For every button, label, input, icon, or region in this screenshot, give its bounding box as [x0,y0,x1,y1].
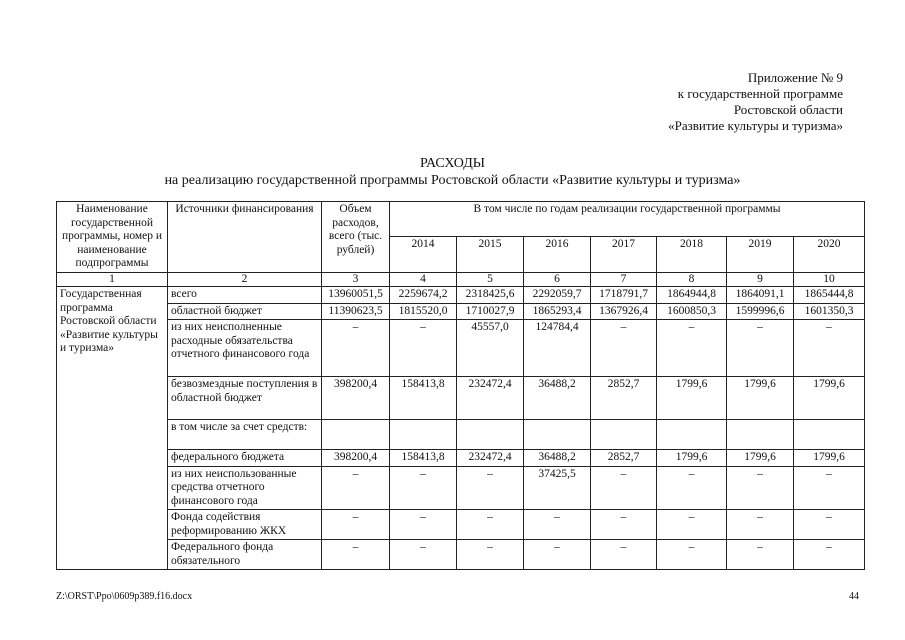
year-value-cell: 2318425,6 [457,287,524,304]
source-cell: из них неисполненные расходные обязательства отчетного финансового года [168,320,322,377]
column-number: 7 [591,272,657,287]
year-value-cell: – [524,540,591,570]
total-cell: – [322,320,390,377]
year-value-cell: 1864091,1 [727,287,794,304]
footer-file-path: Z:\ORST\Ppo\0609p389.f16.docx [56,591,193,602]
year-value-cell: 1864944,8 [657,287,727,304]
table-row [57,466,865,510]
year-value-cell: – [727,540,794,570]
year-value-cell: – [457,510,524,540]
header-year: 2015 [457,237,524,272]
total-cell [322,420,390,450]
year-value-cell: 124784,4 [524,320,591,377]
year-value-cell [794,420,865,450]
year-value-cell: 1710027,9 [457,303,524,320]
year-value-cell: – [657,510,727,540]
year-value-cell: 1865293,4 [524,303,591,320]
year-value-cell [524,420,591,450]
year-value-cell: – [390,466,457,510]
title-line-2: на реализацию государственной программы Ростовской области «Развитие культуры и туризма» [164,173,741,188]
year-value-cell: – [390,540,457,570]
year-value-cell: 158413,8 [390,377,457,420]
table-row [57,377,865,420]
column-number: 4 [390,272,457,287]
header-by-years: В том числе по годам реализации государственной программы [390,202,865,237]
year-value-cell: – [591,540,657,570]
column-number: 2 [168,272,322,287]
year-value-cell: 2852,7 [591,377,657,420]
year-value-cell: – [727,466,794,510]
year-value-cell: 2292059,7 [524,287,591,304]
column-number: 3 [322,272,390,287]
year-value-cell: – [524,510,591,540]
source-cell: из них неиспользованные средства отчетного финансового года [168,466,322,510]
year-value-cell: 1799,6 [794,377,865,420]
table-row [57,540,865,570]
year-value-cell: – [591,510,657,540]
year-value-cell: 1367926,4 [591,303,657,320]
header-year: 2017 [591,237,657,272]
table-row [57,303,865,320]
year-value-cell [727,420,794,450]
source-cell: федерального бюджета [168,450,322,467]
header-year: 2020 [794,237,865,272]
column-number: 8 [657,272,727,287]
header-year: 2014 [390,237,457,272]
header-year: 2019 [727,237,794,272]
source-cell: в том числе за счет средств: [168,420,322,450]
year-value-cell: 36488,2 [524,377,591,420]
year-value-cell: 2852,7 [591,450,657,467]
appendix-line-1: Приложение № 9 [747,70,843,85]
year-value-cell: – [727,510,794,540]
header-year: 2018 [657,237,727,272]
appendix-line-3: Ростовской области [733,102,843,117]
header-volume: Объем расходов, всего (тыс. рублей) [322,202,390,273]
year-value-cell: 158413,8 [390,450,457,467]
year-value-cell: 37425,5 [524,466,591,510]
total-cell: – [322,540,390,570]
year-value-cell [390,420,457,450]
column-number: 6 [524,272,591,287]
table-row [57,320,865,377]
year-value-cell: 1599996,6 [727,303,794,320]
year-value-cell: 1799,6 [657,377,727,420]
year-value-cell: – [390,510,457,540]
header-year: 2016 [524,237,591,272]
total-cell: 398200,4 [322,377,390,420]
year-value-cell: 1799,6 [727,377,794,420]
year-value-cell: 1600850,3 [657,303,727,320]
table-body [57,287,865,570]
year-value-cell: – [794,510,865,540]
source-cell: Федерального фонда обязательного [168,540,322,570]
year-value-cell: 1815520,0 [390,303,457,320]
program-name-cell: Государственная программа Ростовской области «Развитие культуры и туризма» [57,287,168,570]
year-value-cell: 1865444,8 [794,287,865,304]
year-value-cell [591,420,657,450]
appendix-line-2: к государственной программе [677,86,843,101]
column-number: 9 [727,272,794,287]
year-value-cell: – [457,466,524,510]
source-cell: областной бюджет [168,303,322,320]
year-value-cell [457,420,524,450]
header-row-1 [57,202,865,237]
year-value-cell: 1799,6 [794,450,865,467]
year-value-cell: – [657,540,727,570]
year-value-cell: – [457,540,524,570]
year-value-cell: 232472,4 [457,377,524,420]
year-value-cell: 36488,2 [524,450,591,467]
year-value-cell: 1799,6 [657,450,727,467]
expenses-table [56,201,865,570]
total-cell: 398200,4 [322,450,390,467]
column-number: 5 [457,272,524,287]
header-program: Наименование государственной программы, номер и наименование подпрограммы [57,202,168,273]
column-number: 1 [57,272,168,287]
appendix-header [668,70,843,134]
year-value-cell: 45557,0 [457,320,524,377]
year-value-cell: 1799,6 [727,450,794,467]
year-value-cell: 2259674,2 [390,287,457,304]
document-title [0,155,905,189]
title-line-1: РАСХОДЫ [420,156,485,171]
year-value-cell: – [794,320,865,377]
year-value-cell [657,420,727,450]
table-row [57,450,865,467]
year-value-cell: – [390,320,457,377]
header-source: Источники финансирования [168,202,322,273]
year-value-cell: – [657,320,727,377]
total-cell: – [322,466,390,510]
year-value-cell: – [727,320,794,377]
total-cell: 11390623,5 [322,303,390,320]
source-cell: всего [168,287,322,304]
year-value-cell: 1601350,3 [794,303,865,320]
total-cell: – [322,510,390,540]
year-value-cell: 1718791,7 [591,287,657,304]
column-number-row [57,272,865,287]
appendix-line-4: «Развитие культуры и туризма» [668,118,843,133]
source-cell: безвозмездные поступления в областной бюджет [168,377,322,420]
table-row [57,420,865,450]
table-row [57,287,865,304]
year-value-cell: – [794,540,865,570]
table-row [57,510,865,540]
year-value-cell: – [591,466,657,510]
year-value-cell: – [657,466,727,510]
source-cell: Фонда содействия реформированию ЖКХ [168,510,322,540]
total-cell: 13960051,5 [322,287,390,304]
year-value-cell: 232472,4 [457,450,524,467]
footer-page-number: 44 [849,591,859,602]
year-value-cell: – [591,320,657,377]
column-number: 10 [794,272,865,287]
year-value-cell: – [794,466,865,510]
